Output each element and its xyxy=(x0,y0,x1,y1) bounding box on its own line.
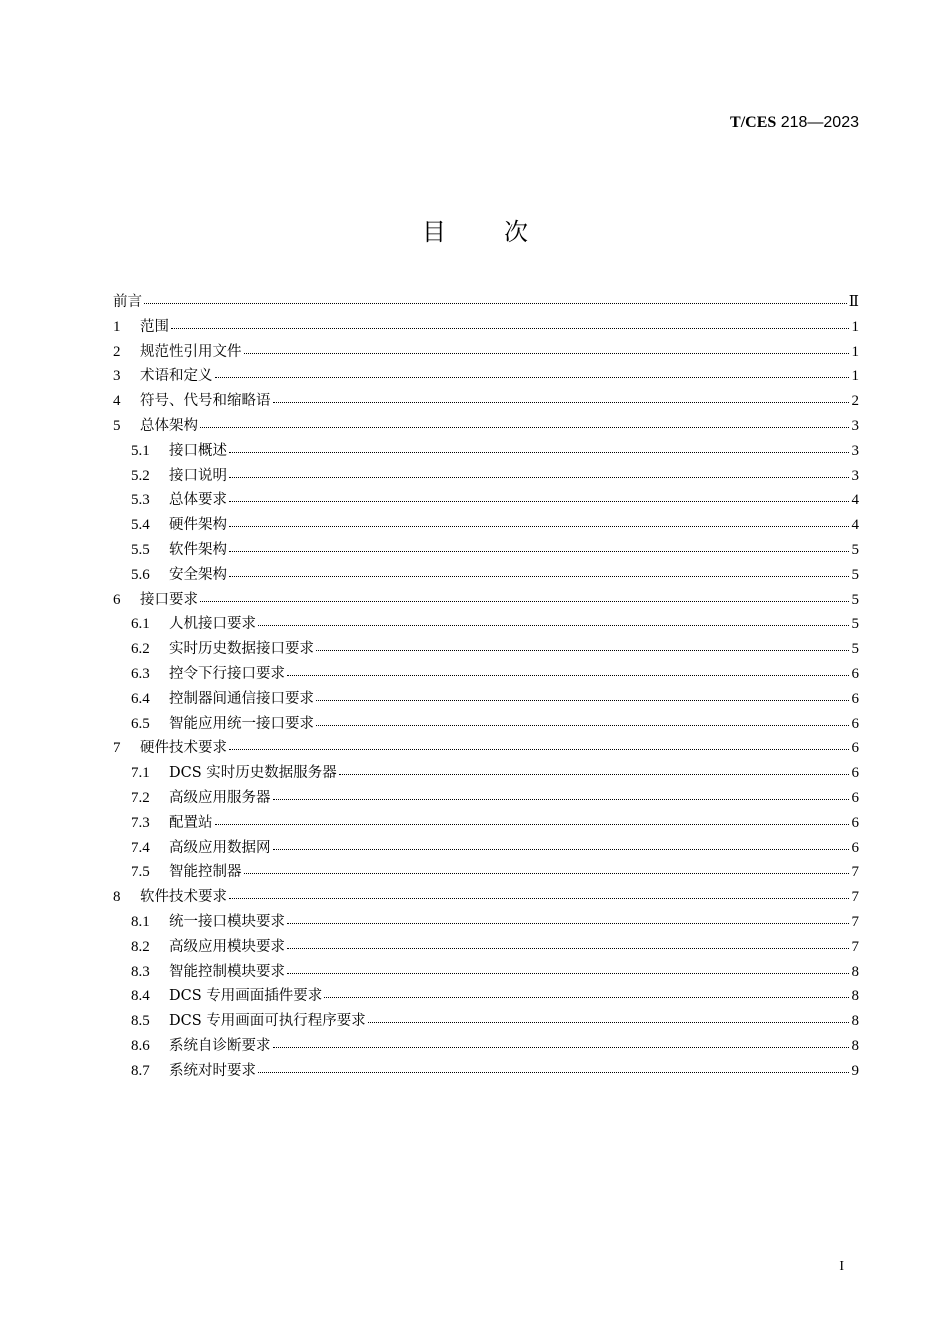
toc-entry-label: DCS 专用画面可执行程序要求 xyxy=(169,1013,366,1030)
toc-entry[interactable] xyxy=(113,389,859,414)
toc-dot-leader xyxy=(229,490,849,505)
toc-dot-leader xyxy=(258,1060,849,1075)
toc-entry-page: 8 xyxy=(851,963,859,980)
toc-entry-label: 系统自诊断要求 xyxy=(169,1037,271,1054)
toc-dot-leader xyxy=(200,415,849,430)
toc-dot-leader xyxy=(316,688,849,703)
toc-entry-page: 3 xyxy=(851,417,859,434)
toc-entry[interactable] xyxy=(113,637,859,662)
toc-entry-label: 总体架构 xyxy=(140,417,198,434)
toc-dot-leader xyxy=(287,961,849,976)
toc-entry-page: 6 xyxy=(851,740,859,757)
toc-dot-leader xyxy=(368,1011,849,1026)
toc-entry-label: 接口要求 xyxy=(140,591,198,608)
toc-entry-page: 7 xyxy=(851,938,859,955)
toc-entry-label: 控令下行接口要求 xyxy=(169,665,285,682)
toc-entry-number: 5.5 xyxy=(131,541,150,558)
toc-entry[interactable] xyxy=(113,414,859,439)
toc-entry-label: 系统对时要求 xyxy=(169,1062,256,1079)
toc-entry-page: Ⅱ xyxy=(848,294,859,310)
toc-entry-number: 5.2 xyxy=(131,467,150,484)
toc-entry-label: 智能控制模块要求 xyxy=(169,963,285,980)
toc-entry-number: 8.7 xyxy=(131,1062,150,1079)
toc-dot-leader xyxy=(324,986,849,1001)
toc-entry-label: 硬件技术要求 xyxy=(140,740,227,757)
toc-entry-page: 8 xyxy=(851,1037,859,1054)
toc-dot-leader xyxy=(229,738,849,753)
toc-entry[interactable] xyxy=(113,860,859,885)
toc-dot-leader xyxy=(200,589,849,604)
toc-dot-leader xyxy=(273,391,850,406)
document-code-prefix: T/CES xyxy=(730,114,777,131)
toc-entry-label: 接口概述 xyxy=(169,442,227,459)
toc-dot-leader xyxy=(171,316,849,331)
toc-entry-page: 3 xyxy=(851,467,859,484)
toc-entry-page: 7 xyxy=(851,913,859,930)
toc-entry-label: 统一接口模块要求 xyxy=(169,913,285,930)
toc-entry[interactable] xyxy=(113,364,859,389)
toc-entry[interactable] xyxy=(113,910,859,935)
page-number: I xyxy=(839,1259,844,1274)
toc-entry-label: 高级应用数据网 xyxy=(169,839,271,856)
toc-entry-page: 3 xyxy=(851,442,859,459)
toc-entry[interactable] xyxy=(113,935,859,960)
toc-entry-page: 6 xyxy=(851,765,859,782)
toc-dot-leader xyxy=(229,465,849,480)
toc-entry-label: 软件架构 xyxy=(169,541,227,558)
toc-entry-page: 7 xyxy=(851,889,859,906)
toc-entry[interactable] xyxy=(113,513,859,538)
toc-entry-page: 5 xyxy=(851,591,859,608)
toc-dot-leader xyxy=(215,366,850,381)
toc-entry-number: 8 xyxy=(113,889,121,906)
toc-entry-label: 前言 xyxy=(113,294,142,310)
toc-entry-number: 6.2 xyxy=(131,641,150,658)
toc-entry-label: 软件技术要求 xyxy=(140,889,227,906)
toc-entry-number: 8.5 xyxy=(131,1013,150,1030)
toc-entry[interactable] xyxy=(113,836,859,861)
toc-dot-leader xyxy=(273,787,850,802)
toc-dot-leader xyxy=(287,663,849,678)
toc-entry[interactable] xyxy=(113,315,859,340)
toc-entry-label: 硬件架构 xyxy=(169,517,227,534)
toc-entry-number: 8.2 xyxy=(131,938,150,955)
toc-entry-number: 6.5 xyxy=(131,715,150,732)
toc-entry-number: 7.4 xyxy=(131,839,150,856)
toc-entry[interactable] xyxy=(113,811,859,836)
toc-entry-label: 控制器间通信接口要求 xyxy=(169,690,314,707)
toc-dot-leader xyxy=(273,837,850,852)
toc-entry-page: 5 xyxy=(851,566,859,583)
toc-entry-number: 8.3 xyxy=(131,963,150,980)
toc-entry-number: 6.4 xyxy=(131,690,150,707)
toc-entry-page: 8 xyxy=(851,988,859,1005)
toc-entry-number: 2 xyxy=(113,343,121,360)
toc-entry-number: 6.1 xyxy=(131,616,150,633)
toc-entry[interactable] xyxy=(113,538,859,563)
toc-dot-leader xyxy=(144,292,847,307)
toc-entry-number: 5.3 xyxy=(131,492,150,509)
toc-dot-leader xyxy=(339,763,849,778)
toc-entry-page: 7 xyxy=(851,864,859,881)
toc-entry-label: 安全架构 xyxy=(169,566,227,583)
toc-entry-label: 高级应用模块要求 xyxy=(169,938,285,955)
toc-entry-page: 8 xyxy=(851,1013,859,1030)
toc-dot-leader xyxy=(316,639,849,654)
toc-entry-page: 4 xyxy=(851,492,859,509)
toc-entry-number: 1 xyxy=(113,318,121,335)
toc-entry-number: 5.1 xyxy=(131,442,150,459)
toc-entry-number: 8.4 xyxy=(131,988,150,1005)
toc-dot-leader xyxy=(229,539,849,554)
toc-entry-page: 6 xyxy=(851,814,859,831)
toc-entry-number: 6.3 xyxy=(131,665,150,682)
toc-entry-page: 4 xyxy=(851,517,859,534)
toc-entry-number: 7.3 xyxy=(131,814,150,831)
toc-entry-number: 7.5 xyxy=(131,864,150,881)
toc-entry-number: 5.6 xyxy=(131,566,150,583)
toc-entry-page: 6 xyxy=(851,715,859,732)
toc-dot-leader xyxy=(287,936,849,951)
toc-entry[interactable] xyxy=(113,885,859,910)
toc-entry-page: 1 xyxy=(851,343,859,360)
toc-entry[interactable] xyxy=(113,984,859,1009)
toc-entry[interactable] xyxy=(113,563,859,588)
toc-entry-page: 9 xyxy=(851,1062,859,1079)
toc-entry[interactable] xyxy=(113,464,859,489)
toc-entry-page: 6 xyxy=(851,839,859,856)
toc-entry-page: 5 xyxy=(851,616,859,633)
toc-entry[interactable] xyxy=(113,290,859,315)
toc-dot-leader xyxy=(229,887,849,902)
toc-entry-page: 6 xyxy=(851,690,859,707)
toc-entry-label: 人机接口要求 xyxy=(169,616,256,633)
toc-dot-leader xyxy=(287,911,849,926)
toc-entry-number: 7 xyxy=(113,740,121,757)
toc-dot-leader xyxy=(244,862,850,877)
toc-entry-number: 7.1 xyxy=(131,765,150,782)
toc-entry[interactable] xyxy=(113,439,859,464)
toc-entry-label: 范围 xyxy=(140,318,169,335)
toc-title: 目次 xyxy=(422,218,586,246)
toc-entry[interactable] xyxy=(113,786,859,811)
toc-entry-page: 1 xyxy=(851,368,859,385)
toc-entry-label: 智能控制器 xyxy=(169,864,242,881)
toc-entry-label: 规范性引用文件 xyxy=(140,343,242,360)
toc-entry-label: 总体要求 xyxy=(169,492,227,509)
document-code-number: 218—2023 xyxy=(776,114,859,131)
toc-entry[interactable] xyxy=(113,662,859,687)
toc-dot-leader xyxy=(229,515,849,530)
table-of-contents xyxy=(113,290,859,1084)
toc-entry[interactable] xyxy=(113,761,859,786)
document-code xyxy=(730,114,859,132)
toc-dot-leader xyxy=(229,440,849,455)
toc-entry-number: 3 xyxy=(113,368,121,385)
toc-entry-number: 6 xyxy=(113,591,121,608)
toc-entry[interactable] xyxy=(113,960,859,985)
toc-entry-page: 6 xyxy=(851,789,859,806)
toc-entry[interactable] xyxy=(113,712,859,737)
toc-dot-leader xyxy=(258,614,849,629)
toc-entry-label: 配置站 xyxy=(169,814,213,831)
toc-entry-number: 4 xyxy=(113,393,121,410)
toc-entry-page: 6 xyxy=(851,665,859,682)
toc-entry[interactable] xyxy=(113,340,859,365)
toc-entry-number: 8.1 xyxy=(131,913,150,930)
toc-entry-label: DCS 专用画面插件要求 xyxy=(169,988,323,1005)
toc-entry-page: 5 xyxy=(851,641,859,658)
toc-entry[interactable] xyxy=(113,1034,859,1059)
toc-entry[interactable] xyxy=(113,488,859,513)
toc-entry-label: 智能应用统一接口要求 xyxy=(169,715,314,732)
toc-entry-label: 接口说明 xyxy=(169,467,227,484)
toc-dot-leader xyxy=(229,564,849,579)
toc-dot-leader xyxy=(273,1035,850,1050)
toc-dot-leader xyxy=(215,812,850,827)
toc-entry-label: 术语和定义 xyxy=(140,368,213,385)
toc-entry-number: 5 xyxy=(113,417,121,434)
toc-entry-label: 实时历史数据接口要求 xyxy=(169,641,314,658)
toc-entry-label: DCS 实时历史数据服务器 xyxy=(169,765,337,782)
toc-entry[interactable] xyxy=(113,1009,859,1034)
toc-entry-number: 7.2 xyxy=(131,789,150,806)
toc-entry-number: 5.4 xyxy=(131,517,150,534)
toc-entry-page: 5 xyxy=(851,541,859,558)
toc-entry-page: 1 xyxy=(851,318,859,335)
toc-entry-page: 2 xyxy=(851,393,859,410)
toc-entry[interactable] xyxy=(113,588,859,613)
toc-dot-leader xyxy=(244,341,850,356)
toc-entry-label: 符号、代号和缩略语 xyxy=(140,393,271,410)
toc-entry[interactable] xyxy=(113,687,859,712)
toc-entry-number: 8.6 xyxy=(131,1037,150,1054)
toc-entry-label: 高级应用服务器 xyxy=(169,789,271,806)
toc-entry[interactable] xyxy=(113,612,859,637)
toc-entry[interactable] xyxy=(113,1059,859,1084)
toc-dot-leader xyxy=(316,713,849,728)
toc-entry[interactable] xyxy=(113,736,859,761)
